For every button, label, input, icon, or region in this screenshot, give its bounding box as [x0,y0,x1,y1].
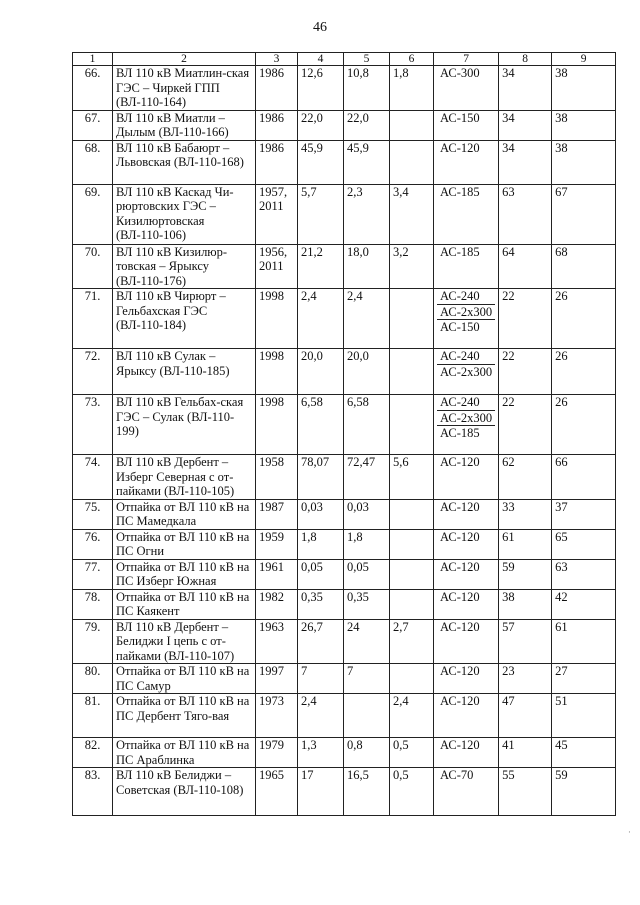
length-total: 0,05 [298,559,344,589]
length-total: 1,3 [298,738,344,768]
value-col-8: 63 [499,184,552,244]
wire-entry: АС-2х300 [437,364,495,380]
wire-entry: АС-120 [440,455,480,469]
value-col-9: 45 [552,738,616,768]
value-col-8: 22 [499,395,552,455]
row-number: 67. [73,110,113,140]
length-part-b [390,589,434,619]
length-total: 2,4 [298,289,344,349]
column-header: 2 [113,53,256,66]
line-name: ВЛ 110 кВ Кизилюр-товская – Ярыксу (ВЛ-110-176) [113,244,256,289]
length-part-a: 45,9 [344,140,390,184]
line-name: Отпайка от ВЛ 110 кВ на ПС Изберг Южная [113,559,256,589]
wire-brand [434,110,499,140]
table-row [73,694,616,738]
value-col-9: 59 [552,768,616,816]
length-part-b: 3,2 [390,244,434,289]
wire-entry: АС-240 [440,289,480,303]
wire-entry: АС-150 [437,319,495,335]
value-col-8: 64 [499,244,552,289]
row-number: 82. [73,738,113,768]
value-col-8: 34 [499,110,552,140]
value-col-8: 23 [499,664,552,694]
wire-entry: АС-70 [440,768,474,782]
row-number: 68. [73,140,113,184]
table-row [73,349,616,395]
table-row [73,768,616,816]
value-col-9: 26 [552,395,616,455]
table-row [73,66,616,111]
value-col-9: 68 [552,244,616,289]
wire-brand [434,738,499,768]
wire-entry: АС-120 [440,499,480,514]
commission-year: 1965 [256,768,298,816]
length-total: 22,0 [298,110,344,140]
length-total: 17 [298,768,344,816]
length-part-b [390,289,434,349]
commission-year: 1956, 2011 [256,244,298,289]
wire-entry: АС-120 [440,529,480,544]
wire-brand [434,349,499,395]
commission-year: 1961 [256,559,298,589]
line-name: Отпайка от ВЛ 110 кВ на ПС Араблинка [113,738,256,768]
length-part-b [390,349,434,395]
value-col-8: 61 [499,529,552,559]
value-col-9: 38 [552,140,616,184]
wire-brand [434,244,499,289]
table-row [73,559,616,589]
wire-brand [434,499,499,529]
row-number: 83. [73,768,113,816]
column-header: 9 [552,53,616,66]
wire-entry: АС-150 [440,110,480,125]
length-part-b [390,664,434,694]
wire-entry: АС-120 [440,619,480,634]
table-row [73,455,616,500]
value-col-8: 34 [499,66,552,111]
length-part-a: 16,5 [344,768,390,816]
line-name: ВЛ 110 кВ Миатлин-ская ГЭС – Чиркей ГПП (ВЛ-110-164) [113,66,256,111]
length-part-a: 24 [344,619,390,664]
length-part-a: 6,58 [344,395,390,455]
table-row [73,110,616,140]
value-col-8: 47 [499,694,552,738]
commission-year: 1963 [256,619,298,664]
value-col-9: 65 [552,529,616,559]
length-part-b [390,559,434,589]
value-col-9: 37 [552,499,616,529]
wire-entry: АС-2х300 [437,304,495,320]
value-col-8: 22 [499,289,552,349]
row-number: 69. [73,184,113,244]
length-total: 7 [298,664,344,694]
wire-brand [434,140,499,184]
value-col-9: 38 [552,66,616,111]
length-part-a: 1,8 [344,529,390,559]
wire-entry: АС-120 [440,140,480,155]
line-name: Отпайка от ВЛ 110 кВ на ПС Мамедкала [113,499,256,529]
row-number: 78. [73,589,113,619]
wire-entry: АС-120 [440,589,480,604]
table-row [73,738,616,768]
row-number: 81. [73,694,113,738]
table-row [73,289,616,349]
wire-brand [434,395,499,455]
length-part-b [390,395,434,455]
line-name: ВЛ 110 кВ Чирюрт – Гельбахская ГЭС (ВЛ-110-184) [113,289,256,349]
value-col-9: 61 [552,619,616,664]
commission-year: 1958 [256,455,298,500]
line-name: ВЛ 110 кВ Сулак – Ярыксу (ВЛ-110-185) [113,349,256,395]
length-total: 26,7 [298,619,344,664]
length-part-b: 1,8 [390,66,434,111]
commission-year: 1997 [256,664,298,694]
length-part-a: 10,8 [344,66,390,111]
length-total: 2,4 [298,694,344,738]
value-col-9: 26 [552,289,616,349]
table-body [73,66,616,816]
commission-year: 1959 [256,529,298,559]
length-part-b: 5,6 [390,455,434,500]
value-col-9: 42 [552,589,616,619]
wire-entry: АС-120 [440,694,480,708]
value-col-9: 51 [552,694,616,738]
line-name: ВЛ 110 кВ Миатли – Дылым (ВЛ-110-166) [113,110,256,140]
commission-year: 1986 [256,140,298,184]
line-name: ВЛ 110 кВ Каскад Чи-рюртовских ГЭС – Кизилюртовская (ВЛ-110-106) [113,184,256,244]
wire-brand [434,184,499,244]
table-row [73,619,616,664]
table-row [73,499,616,529]
value-col-9: 26 [552,349,616,395]
length-total: 1,8 [298,529,344,559]
table-row [73,589,616,619]
length-part-a: 0,35 [344,589,390,619]
length-total: 78,07 [298,455,344,500]
length-part-b [390,140,434,184]
commission-year: 1979 [256,738,298,768]
row-number: 74. [73,455,113,500]
row-number: 76. [73,529,113,559]
commission-year: 1987 [256,499,298,529]
wire-entry: АС-120 [440,664,480,678]
wire-brand [434,694,499,738]
value-col-9: 38 [552,110,616,140]
length-part-a: 18,0 [344,244,390,289]
length-part-a: 20,0 [344,349,390,395]
line-name: ВЛ 110 кВ Бабаюрт – Львовская (ВЛ-110-168) [113,140,256,184]
length-total: 21,2 [298,244,344,289]
scan-mark: · [628,828,631,838]
value-col-8: 59 [499,559,552,589]
power-lines-table [72,52,616,816]
wire-entry: АС-120 [440,559,480,574]
wire-entry: АС-185 [440,244,480,259]
row-number: 72. [73,349,113,395]
line-name: ВЛ 110 кВ Гельбах-ская ГЭС – Сулак (ВЛ-110-199) [113,395,256,455]
value-col-8: 33 [499,499,552,529]
wire-brand [434,664,499,694]
wire-entry: АС-2х300 [437,410,495,426]
length-part-a: 7 [344,664,390,694]
length-part-b [390,529,434,559]
column-header: 5 [344,53,390,66]
column-header: 4 [298,53,344,66]
column-number-row [73,53,616,66]
wire-entry: АС-300 [440,66,480,80]
wire-brand [434,768,499,816]
commission-year: 1982 [256,589,298,619]
table-row [73,184,616,244]
value-col-8: 34 [499,140,552,184]
length-part-a: 2,3 [344,184,390,244]
table-row [73,529,616,559]
wire-brand [434,66,499,111]
column-header: 1 [73,53,113,66]
wire-brand [434,455,499,500]
length-total: 5,7 [298,184,344,244]
length-part-b: 2,7 [390,619,434,664]
value-col-9: 66 [552,455,616,500]
commission-year: 1973 [256,694,298,738]
row-number: 66. [73,66,113,111]
row-number: 71. [73,289,113,349]
line-name: Отпайка от ВЛ 110 кВ на ПС Самур [113,664,256,694]
column-header: 7 [434,53,499,66]
line-name: ВЛ 110 кВ Дербент – Изберг Северная с от-пайками (ВЛ-110-105) [113,455,256,500]
wire-entry: АС-240 [440,395,480,409]
length-part-b [390,499,434,529]
value-col-8: 22 [499,349,552,395]
wire-brand [434,619,499,664]
commission-year: 1986 [256,66,298,111]
length-part-b: 3,4 [390,184,434,244]
wire-entry: АС-240 [440,349,480,363]
length-part-a: 72,47 [344,455,390,500]
line-name: Отпайка от ВЛ 110 кВ на ПС Дербент Тяго-вая [113,694,256,738]
wire-entry: АС-185 [437,425,495,441]
length-part-b: 0,5 [390,738,434,768]
length-total: 20,0 [298,349,344,395]
value-col-8: 38 [499,589,552,619]
length-total: 6,58 [298,395,344,455]
value-col-8: 62 [499,455,552,500]
commission-year: 1957, 2011 [256,184,298,244]
row-number: 70. [73,244,113,289]
value-col-9: 67 [552,184,616,244]
wire-entry: АС-185 [440,184,480,199]
row-number: 80. [73,664,113,694]
value-col-8: 55 [499,768,552,816]
length-total: 12,6 [298,66,344,111]
page-number: 46 [313,20,327,35]
length-part-b: 0,5 [390,768,434,816]
length-total: 0,35 [298,589,344,619]
length-part-a: 0,05 [344,559,390,589]
length-total: 45,9 [298,140,344,184]
length-part-a [344,694,390,738]
table-row [73,395,616,455]
line-name: Отпайка от ВЛ 110 кВ на ПС Огни [113,529,256,559]
length-part-a: 2,4 [344,289,390,349]
value-col-9: 63 [552,559,616,589]
row-number: 77. [73,559,113,589]
column-header: 3 [256,53,298,66]
commission-year: 1998 [256,395,298,455]
line-name: ВЛ 110 кВ Белиджи – Советская (ВЛ-110-108) [113,768,256,816]
length-total: 0,03 [298,499,344,529]
length-part-b [390,110,434,140]
table-row [73,244,616,289]
table-row [73,140,616,184]
commission-year: 1998 [256,289,298,349]
value-col-9: 27 [552,664,616,694]
column-header: 8 [499,53,552,66]
wire-entry: АС-120 [440,738,480,752]
row-number: 75. [73,499,113,529]
column-header: 6 [390,53,434,66]
value-col-8: 57 [499,619,552,664]
length-part-b: 2,4 [390,694,434,738]
row-number: 79. [73,619,113,664]
wire-brand [434,559,499,589]
line-name: ВЛ 110 кВ Дербент – Белиджи I цепь с от-пайками (ВЛ-110-107) [113,619,256,664]
length-part-a: 0,8 [344,738,390,768]
length-part-a: 0,03 [344,499,390,529]
wire-brand [434,529,499,559]
length-part-a: 22,0 [344,110,390,140]
line-name: Отпайка от ВЛ 110 кВ на ПС Каякент [113,589,256,619]
row-number: 73. [73,395,113,455]
commission-year: 1998 [256,349,298,395]
value-col-8: 41 [499,738,552,768]
wire-brand [434,289,499,349]
wire-brand [434,589,499,619]
table-row [73,664,616,694]
commission-year: 1986 [256,110,298,140]
